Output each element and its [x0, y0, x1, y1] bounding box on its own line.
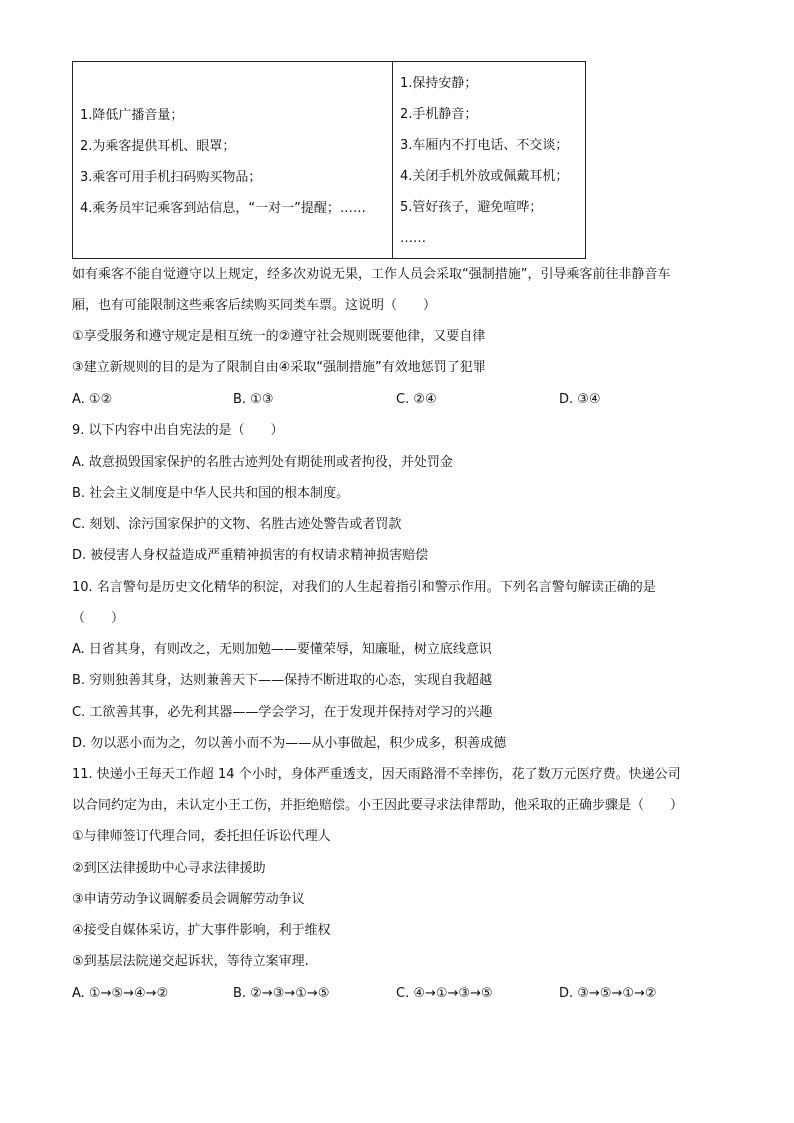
q8-option-c[interactable]: C. ②④: [396, 392, 437, 407]
passenger-rule-item: 4.关闭手机外放或佩戴耳机；: [400, 169, 569, 184]
q9-option-b[interactable]: B. 社会主义制度是中华人民共和国的根本制度。: [72, 486, 350, 501]
q10-option-d[interactable]: D. 勿以恶小而为之，勿以善小而不为——从小事做起，积少成多，积善成德: [72, 736, 507, 751]
service-measure-item: 2.为乘客提供耳机、眼罩；: [80, 139, 236, 154]
q9-option-a[interactable]: A. 故意损毁国家保护的名胜古迹判处有期徒刑或者拘役，并处罚金: [72, 455, 453, 470]
service-measures-cell: [73, 62, 393, 259]
service-measure-item: 3.乘客可用手机扫码购买物品；: [80, 170, 262, 185]
q11-step: ④接受自媒体采访，扩大事件影响，利于维权: [72, 923, 331, 938]
q8-option-b[interactable]: B. ①③: [233, 392, 274, 407]
passenger-rule-item: 1.保持安静；: [400, 76, 478, 91]
rules-table: [72, 61, 586, 259]
service-measure-item: 4.乘务员牢记乘客到站信息，“一对一”提醒；……: [80, 201, 366, 216]
q11-option-b[interactable]: B. ②→③→①→⑤: [233, 986, 330, 1001]
q11-stem-line: 11. 快递小王每天工作超 14 个小时，身体严重透支，因天雨路滑不幸摔伤，花了数万元医疗费。快递公司: [72, 767, 681, 782]
q8-statement: ①享受服务和遵守规定是相互统一的②遵守社会规则既要他律，又要自律: [72, 329, 486, 344]
q11-step: ③申请劳动争议调解委员会调解劳动争议: [72, 892, 305, 907]
q11-options: [72, 984, 722, 1004]
q9-option-c[interactable]: C. 刻划、涂污国家保护的文物、名胜古迹处警告或者罚款: [72, 517, 402, 532]
q11-option-d[interactable]: D. ③→⑤→①→②: [559, 986, 657, 1001]
q11-option-c[interactable]: C. ④→①→③→⑤: [396, 986, 493, 1001]
q10-option-b[interactable]: B. 穷则独善其身，达则兼善天下——保持不断进取的心态，实现自我超越: [72, 673, 493, 688]
passenger-rules-cell: [393, 62, 586, 259]
passenger-rule-item: 3.车厢内不打电话、不交谈；: [400, 138, 569, 153]
service-measure-item: 1.降低广播音量；: [80, 108, 184, 123]
q11-step: ①与律师签订代理合同，委托担任诉讼代理人: [72, 829, 331, 844]
q9-stem: 9. 以下内容中出自宪法的是（ ）: [72, 423, 284, 438]
q10-stem-line: （ ）: [72, 611, 125, 626]
q11-step: ⑤到基层法院递交起诉状，等待立案审理.: [72, 954, 309, 969]
q10-option-a[interactable]: A. 日省其身，有则改之，无则加勉——要懂荣辱，知廉耻，树立底线意识: [72, 642, 492, 657]
passenger-rule-item: 2.手机静音；: [400, 107, 478, 122]
q10-stem-line: 10. 名言警句是历史文化精华的积淀，对我们的人生起着指引和警示作用。下列名言警句解读正确的是: [72, 580, 656, 595]
q8-options: [72, 390, 722, 410]
q11-option-a[interactable]: A. ①→⑤→④→②: [72, 986, 169, 1001]
q9-option-d[interactable]: D. 被侵害人身权益造成严重精神损害的有权请求精神损害赔偿: [72, 548, 429, 563]
passenger-rule-item: 5.管好孩子，避免喧哗；: [400, 200, 543, 215]
q8-stem-line: 厢，也有可能限制这些乘客后续购买同类车票。这说明（ ）: [72, 298, 437, 313]
q8-option-a[interactable]: A. ①②: [72, 392, 113, 407]
q11-stem-line: 以合同约定为由，未认定小王工伤，并拒绝赔偿。小王因此要寻求法律帮助，他采取的正确步骤是（ ）: [72, 798, 684, 813]
q10-option-c[interactable]: C. 工欲善其事，必先利其器——学会学习，在于发现并保持对学习的兴趣: [72, 705, 493, 720]
q8-statement: ③建立新规则的目的是为了限制自由④采取“强制措施”有效地惩罚了犯罪: [72, 360, 486, 375]
q8-stem-line: 如有乘客不能自觉遵守以上规定，经多次劝说无果，工作人员会采取“强制措施”，引导乘客前往非静音车: [72, 267, 671, 282]
q8-option-d[interactable]: D. ③④: [559, 392, 601, 407]
q11-step: ②到区法律援助中心寻求法律援助: [72, 861, 266, 876]
passenger-rule-item: ……: [400, 231, 426, 246]
